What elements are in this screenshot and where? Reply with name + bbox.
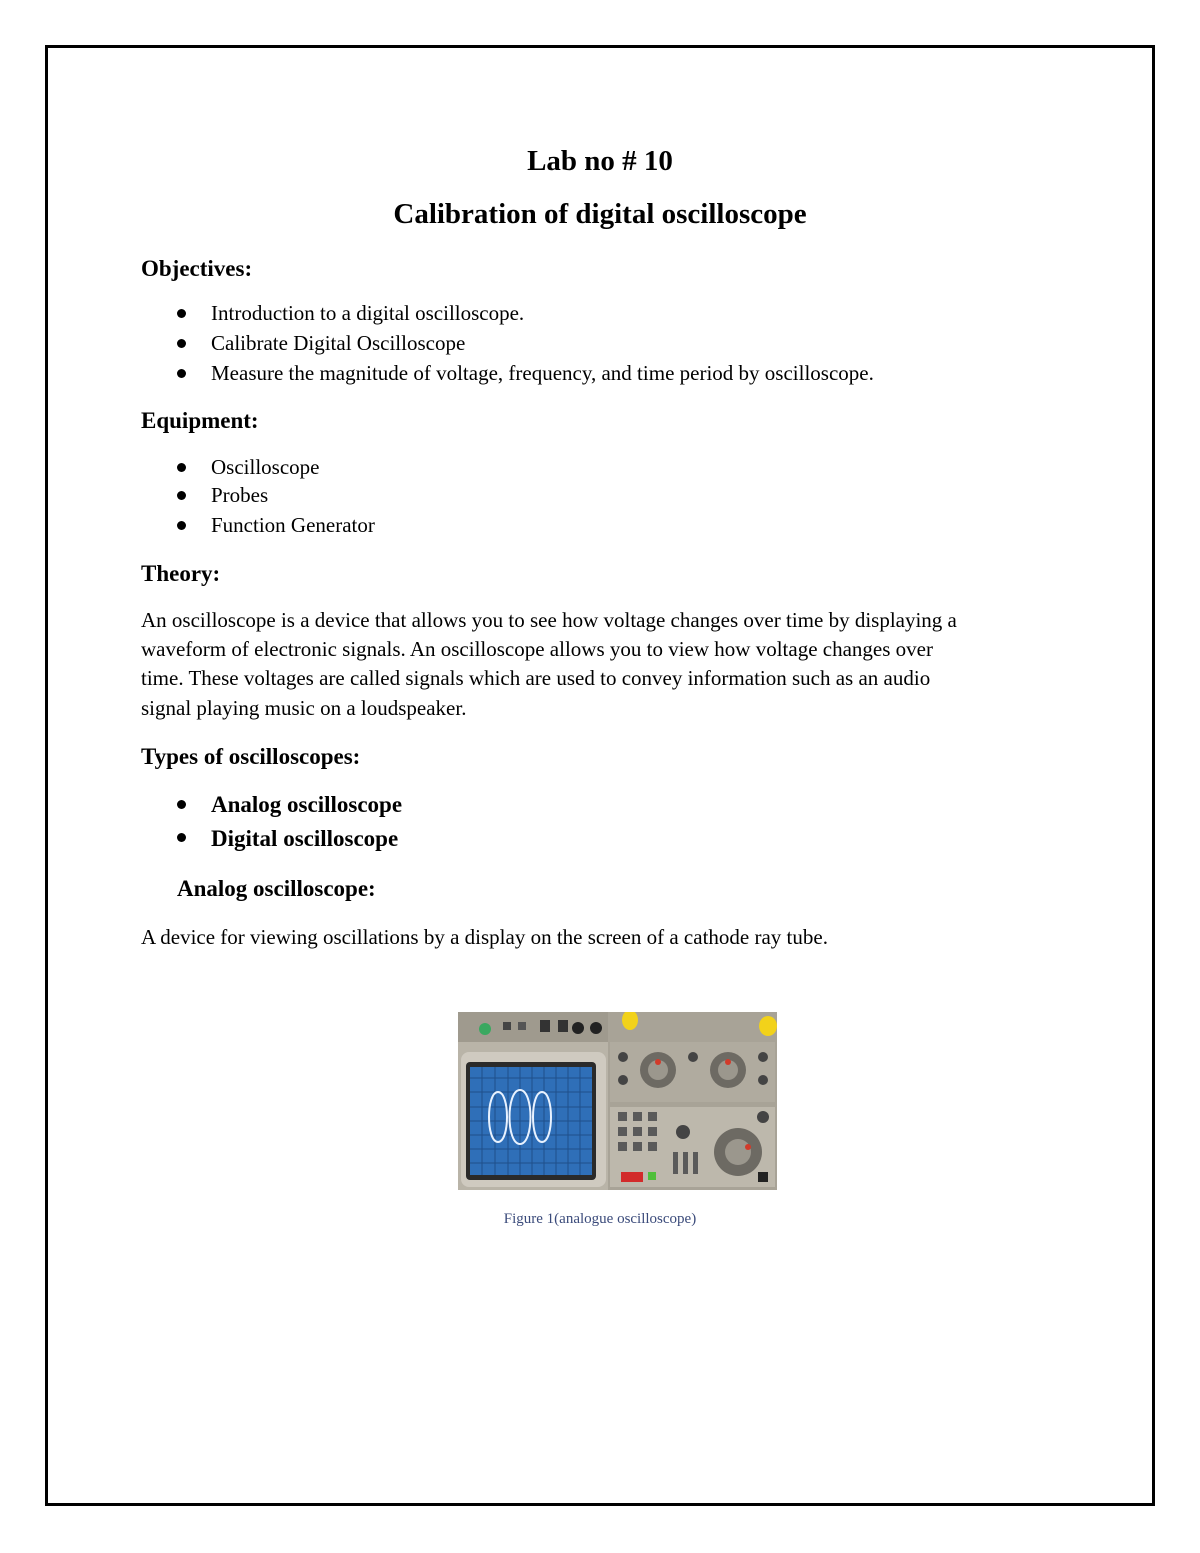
bullet-icon (177, 339, 186, 348)
paragraph-line: time. These voltages are called signals which are used to convey information such as an audio (141, 666, 931, 690)
bullet-icon (177, 463, 186, 472)
lab-number: Lab no # 10 (527, 145, 673, 177)
list-item-text: Function Generator (211, 513, 375, 537)
equipment-heading: Equipment: (141, 408, 259, 433)
bullet-icon (177, 521, 186, 530)
objectives-heading: Objectives: (141, 256, 253, 281)
paragraph-line: An oscilloscope is a device that allows you to see how voltage changes over time by displaying a (141, 608, 957, 632)
types-heading: Types of oscilloscopes: (141, 744, 361, 769)
list-item-text: Analog oscilloscope (211, 792, 403, 817)
bullet-icon (177, 800, 186, 809)
theory-heading: Theory: (141, 561, 221, 586)
analog-description: A device for viewing oscillations by a display on the screen of a cathode ray tube. (141, 925, 828, 949)
paragraph-line: signal playing music on a loudspeaker. (141, 696, 467, 720)
document-title: Calibration of digital oscilloscope (393, 198, 807, 230)
list-item-text: Probes (211, 483, 269, 507)
figure-caption: Figure 1(analogue oscilloscope) (503, 1211, 697, 1227)
oscilloscope-image (458, 1012, 777, 1190)
bullet-icon (177, 309, 186, 318)
bullet-icon (177, 491, 186, 500)
list-item-text: Digital oscilloscope (211, 826, 399, 851)
analog-heading: Analog oscilloscope: (177, 876, 376, 901)
list-item-text: Measure the magnitude of voltage, frequency, and time period by oscilloscope. (211, 361, 874, 385)
bullet-icon (177, 369, 186, 378)
bullet-icon (177, 833, 186, 842)
list-item-text: Oscilloscope (211, 455, 320, 479)
list-item-text: Introduction to a digital oscilloscope. (211, 301, 525, 325)
list-item-text: Calibrate Digital Oscilloscope (211, 331, 466, 355)
paragraph-line: waveform of electronic signals. An oscilloscope allows you to view how voltage changes over (141, 637, 933, 661)
